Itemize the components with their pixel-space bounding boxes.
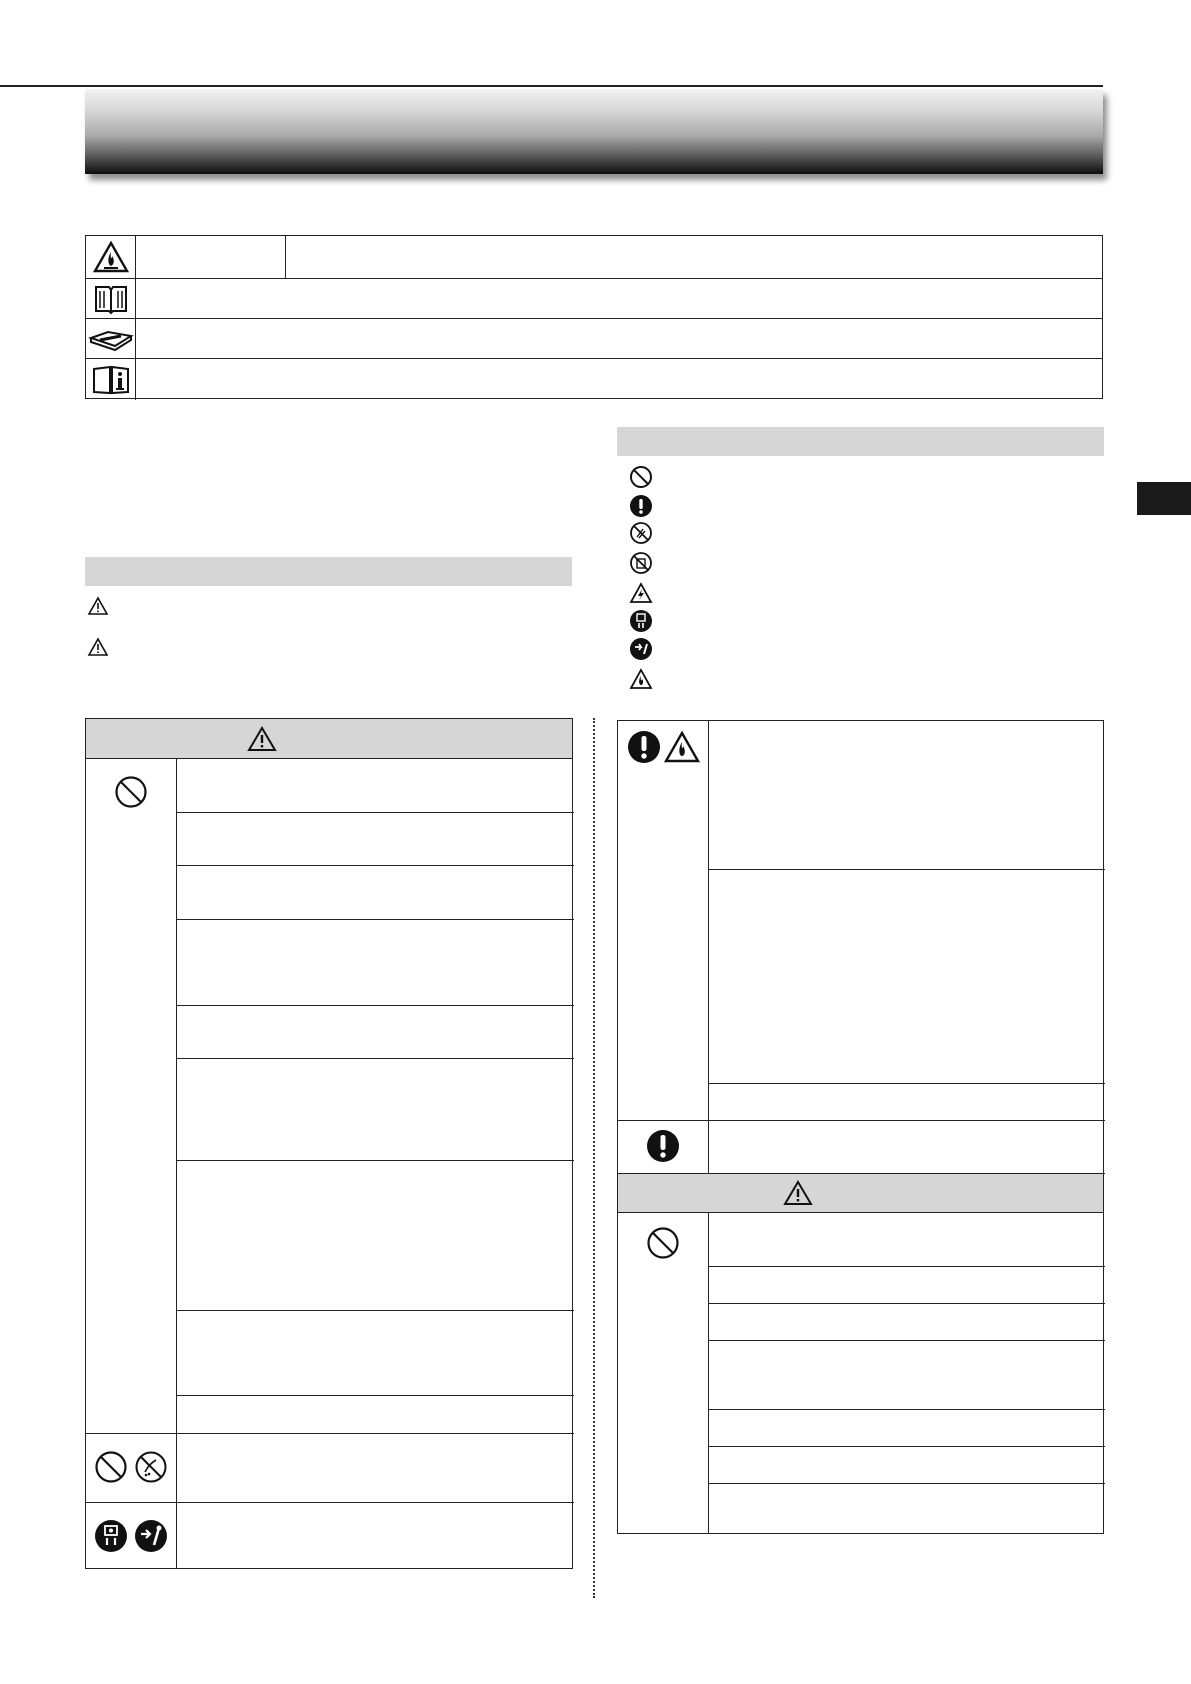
service-manual-icon — [86, 319, 136, 358]
row-separator — [176, 1160, 574, 1161]
prohibited-icon — [114, 775, 148, 809]
side-section-tab[interactable] — [1137, 482, 1191, 515]
mandatory-icon — [629, 494, 653, 518]
row-separator — [708, 1483, 1105, 1484]
read-manual-icon — [86, 279, 136, 318]
caution-triangle-icon — [783, 1180, 813, 1206]
group-separator — [86, 1433, 574, 1434]
ground-icon — [134, 1519, 168, 1553]
row-separator — [176, 1005, 574, 1006]
unplug-icon — [629, 609, 653, 633]
row-separator — [176, 812, 574, 813]
flammable-icon — [664, 731, 700, 763]
row-separator — [708, 1446, 1105, 1447]
top-rule — [0, 85, 1103, 87]
no-splash-water-icon — [134, 1450, 168, 1484]
row-separator — [176, 1395, 574, 1396]
row-separator — [176, 1310, 574, 1311]
prohibited-icon — [94, 1450, 128, 1484]
symbol-row-information — [86, 359, 1102, 400]
right-section-bar — [617, 427, 1104, 456]
information-manual-icon — [86, 359, 136, 400]
row-separator — [708, 1083, 1105, 1084]
unplug-icon — [94, 1519, 128, 1553]
symbol-row-service-manual — [86, 319, 1102, 359]
warning-triangle-icon — [87, 596, 109, 616]
no-wet-hands-icon — [629, 521, 653, 545]
row-separator — [176, 865, 574, 866]
prohibited-icon — [646, 1226, 680, 1260]
mandatory-icon — [627, 730, 661, 764]
right-icon-column-divider — [708, 721, 709, 1533]
symbol-explanation-table — [85, 235, 1103, 399]
prohibited-icon — [629, 465, 653, 489]
flammable-icon — [629, 668, 653, 690]
left-table-header — [86, 719, 572, 759]
group-separator — [86, 1502, 574, 1503]
group-separator — [618, 1120, 1105, 1121]
symbol-row-flammable — [86, 236, 1102, 279]
caution-table-header — [618, 1174, 1103, 1213]
flammable-warning-icon — [86, 236, 136, 278]
left-icon-column-divider — [176, 759, 177, 1568]
row-separator — [176, 919, 574, 920]
row-separator — [708, 1340, 1105, 1341]
no-splash-water-icon — [629, 551, 653, 575]
section-title-banner — [85, 89, 1103, 174]
row-separator — [176, 1058, 574, 1059]
right-warning-table — [617, 720, 1104, 1534]
left-warning-table — [85, 718, 573, 1569]
caution-triangle-icon — [87, 637, 109, 657]
ground-icon — [629, 637, 653, 661]
row-separator — [708, 1303, 1105, 1304]
symbol-row-read-manual — [86, 279, 1102, 319]
row-separator — [708, 1266, 1105, 1267]
warning-triangle-icon — [247, 726, 277, 752]
row-separator — [708, 869, 1105, 870]
mandatory-icon — [646, 1129, 680, 1163]
row-separator — [708, 1409, 1105, 1410]
column-divider — [593, 718, 595, 1598]
left-section-bar — [85, 557, 572, 586]
electric-shock-icon — [629, 582, 653, 604]
symbol-row-divider — [285, 236, 286, 278]
